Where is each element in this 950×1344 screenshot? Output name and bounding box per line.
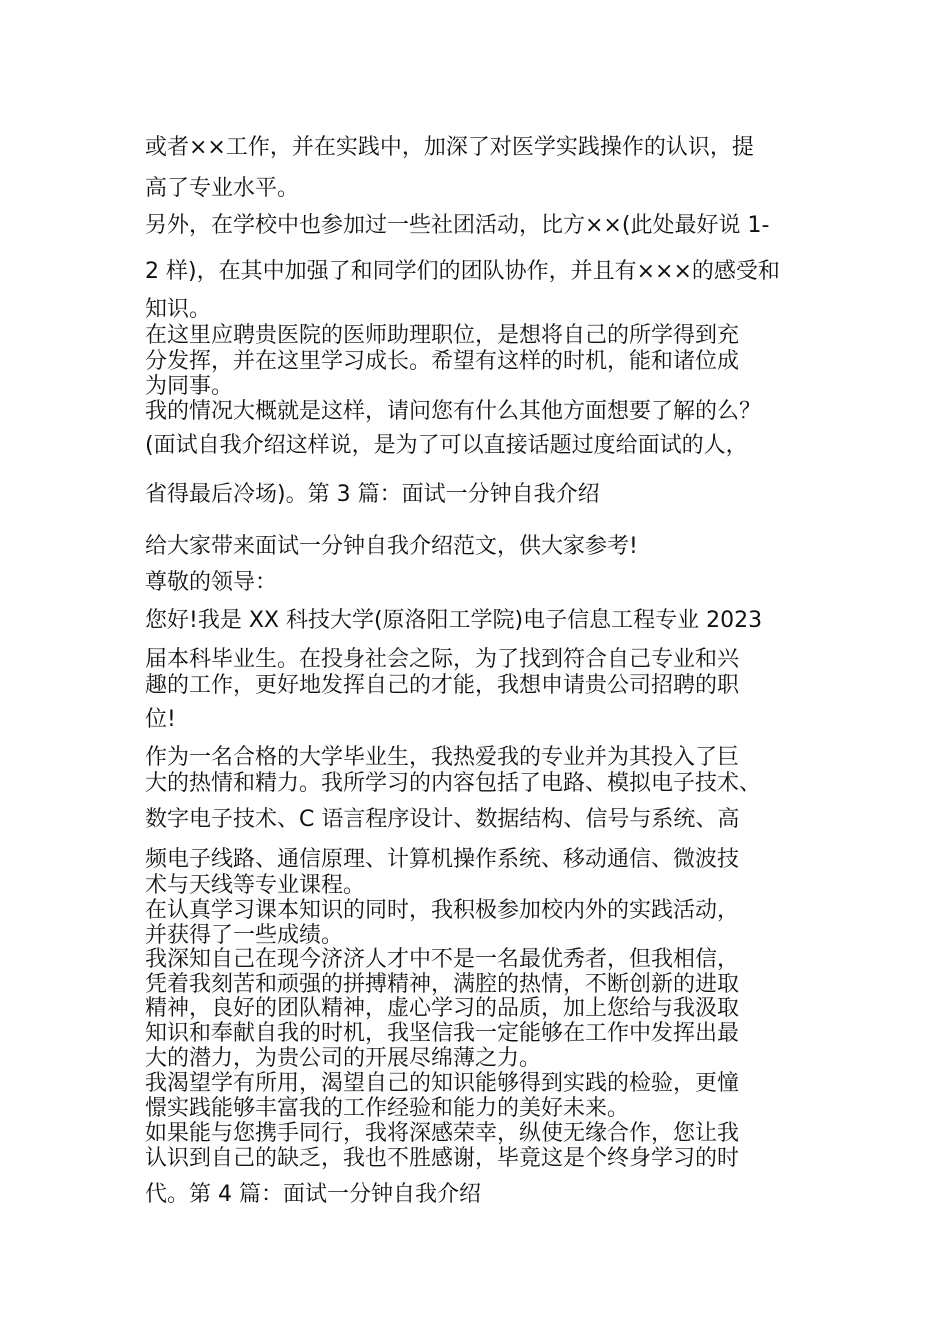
text-line: 凭着我刻苦和顽强的拼搏精神，满腔的热情，不断创新的进取: [145, 972, 740, 997]
text-line: 认识到自己的缺乏，我也不胜感谢，毕竟这是个终身学习的时: [145, 1146, 740, 1171]
text-line: 大的潜力，为贵公司的开展尽绵薄之力。: [145, 1046, 542, 1071]
text-line: 高了专业水平。: [145, 176, 300, 201]
text-line: 大的热情和精力。我所学习的内容包括了电路、模拟电子技术、: [145, 771, 762, 796]
text-line: 数字电子技术、C 语言程序设计、数据结构、信号与系统、高: [145, 807, 740, 832]
text-line: 2 样)，在其中加强了和同学们的团队协作，并且有×××的感受和: [145, 259, 780, 284]
text-line: 尊敬的领导：: [145, 570, 278, 595]
text-line: 术与天线等专业课程。: [145, 873, 366, 898]
text-line: 或者××工作，并在实践中，加深了对医学实践操作的认识，提: [145, 135, 754, 160]
text-line: 在这里应聘贵医院的医师助理职位，是想将自己的所学得到充: [145, 323, 740, 348]
text-line: 如果能与您携手同行，我将深感荣幸，纵使无缘合作，您让我: [145, 1121, 740, 1146]
text-line: 憬实践能够丰富我的工作经验和能力的美好未来。: [145, 1096, 630, 1121]
text-line: 另外，在学校中也参加过一些社团活动，比方××(此处最好说 1-: [145, 213, 770, 238]
text-line: (面试自我介绍这样说，是为了可以直接话题过度给面试的人，: [145, 433, 748, 458]
text-line: 知识。: [145, 297, 212, 322]
text-line: 作为一名合格的大学毕业生，我热爱我的专业并为其投入了巨: [145, 745, 740, 770]
text-line: 为同事。: [145, 374, 234, 399]
text-line: 我渴望学有所用，渴望自己的知识能够得到实践的检验，更憧: [145, 1071, 740, 1096]
text-line: 我深知自己在现今济济人才中不是一名最优秀者，但我相信，: [145, 947, 740, 972]
text-line: 位!: [145, 707, 176, 732]
text-line: 并获得了一些成绩。: [145, 923, 344, 948]
text-line: 您好!我是 XX 科技大学(原洛阳工学院)电子信息工程专业 2023: [145, 608, 763, 633]
text-line: 趣的工作，更好地发挥自己的才能，我想申请贵公司招聘的职: [145, 673, 740, 698]
text-line: 代。第 4 篇：面试一分钟自我介绍: [145, 1182, 481, 1207]
text-line: 在认真学习课本知识的同时，我积极参加校内外的实践活动，: [145, 898, 740, 923]
text-line: 我的情况大概就是这样，请问您有什么其他方面想要了解的么？: [145, 399, 762, 424]
text-line: 给大家带来面试一分钟自我介绍范文，供大家参考!: [145, 534, 638, 559]
text-line: 频电子线路、通信原理、计算机操作系统、移动通信、微波技: [145, 847, 740, 872]
text-line: 分发挥，并在这里学习成长。希望有这样的时机，能和诸位成: [145, 349, 740, 374]
text-line: 省得最后冷场)。第 3 篇：面试一分钟自我介绍: [145, 482, 600, 507]
text-line: 届本科毕业生。在投身社会之际，为了找到符合自己专业和兴: [145, 647, 740, 672]
text-line: 精神，良好的团队精神，虚心学习的品质，加上您给与我汲取: [145, 996, 740, 1021]
text-line: 知识和奉献自我的时机，我坚信我一定能够在工作中发挥出最: [145, 1021, 740, 1046]
